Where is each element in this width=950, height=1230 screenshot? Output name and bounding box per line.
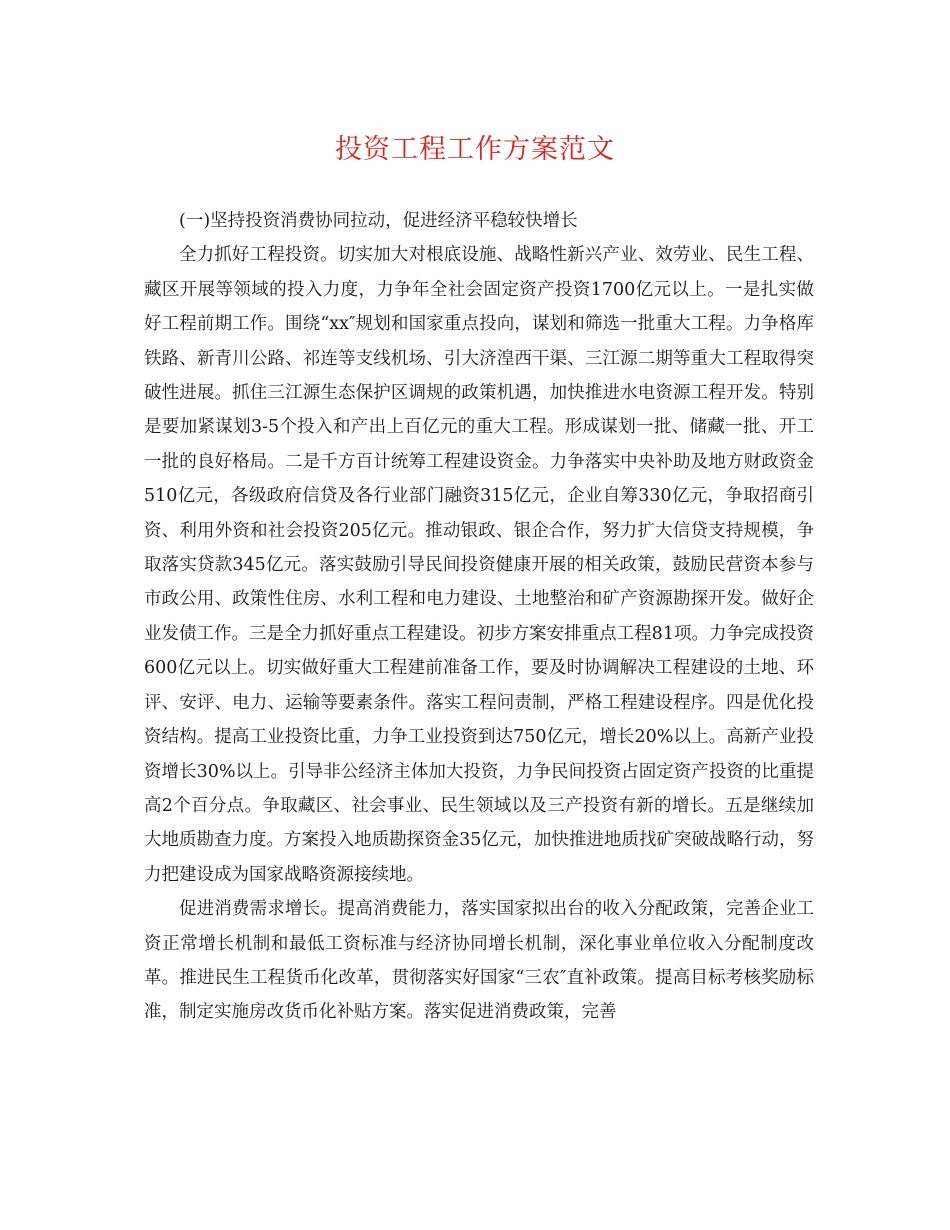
section-heading: (一)坚持投资消费协同拉动，促进经济平稳较快增长 [179, 211, 578, 231]
document-title: 投资工程工作方案范文 [335, 134, 615, 165]
paragraph: 全力抓好工程投资。切实加大对根底设施、战略性新兴产业、效劳业、民生工程、藏区开展等领域的投入力度，力争年全社会固定资产投资1700亿元以上。一是扎实做好工程前期工作。围绕“xx″规划和国家重点投向，谋划和筛选一批重大工程。力争格库铁路、新青川公路、祁连等支线机场、引大济湟西干渠、三江源二期等重大工程取得突破性进展。抓住三江源生态保护区调规的政策机遇，加快推进水电资源工程开发。特别是要加紧谋划3-5个投入和产出上百亿元的重大工程。形成谋划一批、储藏一批、开工一批的良好格局。二是千方百计统筹工程建设资金。力争落实中央补助及地方财政资金510亿元，各级政府信贷及各行业部门融资315亿元，企业自筹330亿元，争取招商引资、利用外资和社会投资205亿元。推动银政、银企合作，努力扩大信贷支持规模，争取落实贷款345亿元。落实鼓励引导民间投资健康开展的相关政策，鼓励民营资本参与市政公用、政策性住房、水利工程和电力建设、土地整治和矿产资源勘探开发。做好企业发债工作。三是全力抓好重点工程建设。初步方案安排重点工程81项。力争完成投资600亿元以上。切实做好重大工程建前准备工作，要及时协调解决工程建设的土地、环评、安评、电力、运输等要素条件。落实工程问责制，严格工程建设程序。四是优化投资结构。提高工业投资比重，力争工业投资到达750亿元，增长20%以上。高新产业投资增长30%以上。引导非公经济主体加大投资，力争民间投资占固定资产投资的比重提高2个百分点。争取藏区、社会事业、民生领域以及三产投资有新的增长。五是继续加大地质勘查力度。方案投入地质勘探资金35亿元，加快推进地质找矿突破战略行动，努力把建设成为国家战略资源接续地。 [144, 245, 814, 885]
paragraph: 促进消费需求增长。提高消费能力，落实国家拟出台的收入分配政策，完善企业工资正常增长机制和最低工资标准与经济协同增长机制，深化事业单位收入分配制度改革。推进民生工程货币化改革，贯彻落实好国家“三农″直补政策。提高目标考核奖励标准，制定实施房改货币化补贴方案。落实促进消费政策，完善 [144, 899, 814, 1023]
document-body [144, 204, 814, 1030]
